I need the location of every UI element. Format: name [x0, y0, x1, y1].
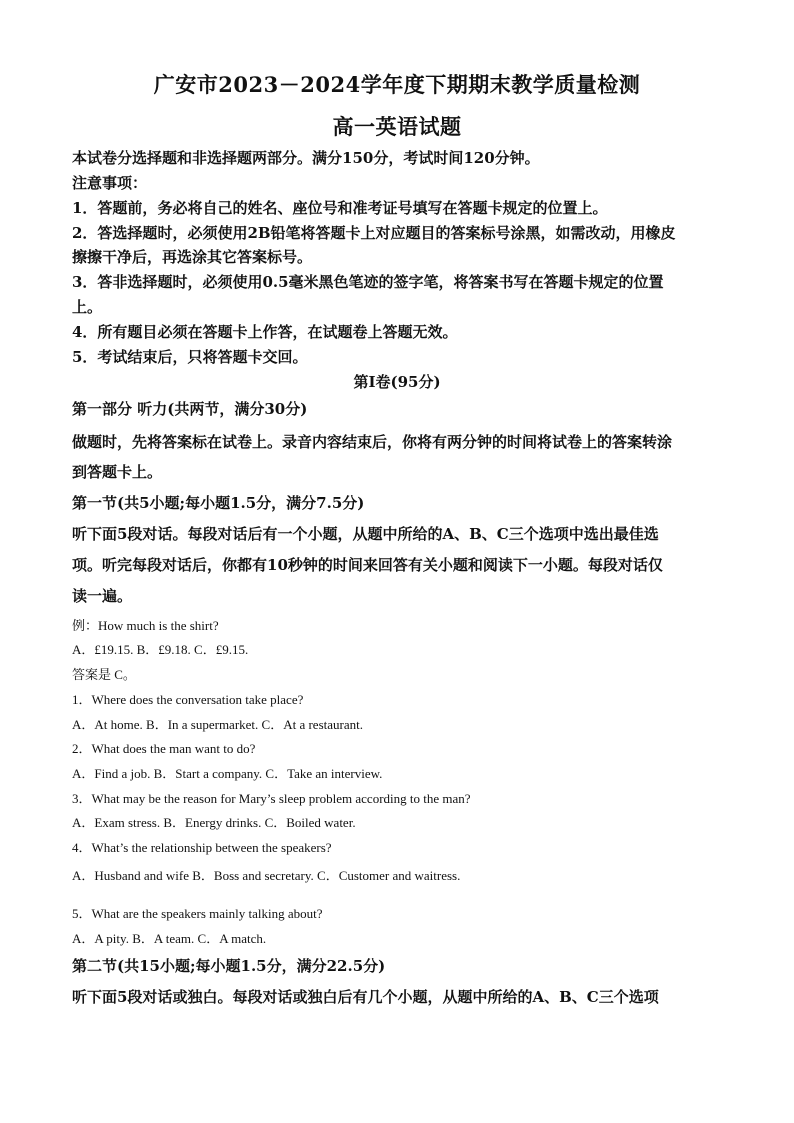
example-answer: 答案是 C。: [72, 667, 136, 682]
notice-heading: 注意事项：: [72, 174, 148, 192]
intro-text: 本试卷分选择题和非选择题两部分。满分150分，考试时间120分钟。: [72, 149, 540, 167]
question-options: A．Husband and wife B．Boss and secretary. C．Customer and waitress.: [72, 868, 461, 883]
example-question: 例：How much is the shirt?: [72, 618, 219, 633]
notice-item: 1．答题前，务必将自己的姓名、座位号和准考证号填写在答题卡规定的位置上。: [72, 199, 608, 217]
notice-item: 2．答选择题时，必须使用2B铅笔将答题卡上对应题目的答案标号涂黑，如需改动，用橡皮: [72, 224, 676, 242]
question-text: 5．What are the speakers mainly talking about?: [72, 906, 323, 921]
question-text: 1．Where does the conversation take place?: [72, 692, 304, 707]
question-text: 4．What’s the relationship between the speakers?: [72, 840, 332, 855]
section1-instruction: 读一遍。: [72, 587, 133, 605]
notice-item: 擦擦干净后，再选涂其它答案标号。: [72, 248, 313, 266]
part1-title: 第一部分 听力(共两节，满分30分): [72, 400, 308, 418]
question-text: 2．What does the man want to do?: [72, 741, 256, 756]
section2-title: 第二节(共15小题;每小题1.5分，满分22.5分): [72, 957, 386, 975]
section2-instruction: 听下面5段对话或独白。每段对话或独白后有几个小题，从题中所给的A、B、C三个选项: [72, 988, 659, 1006]
question-options: A．Find a job. B．Start a company. C．Take an interview.: [72, 766, 383, 781]
question-options: A．A pity. B．A team. C．A match.: [72, 931, 267, 946]
question-options: A．Exam stress. B．Energy drinks. C．Boiled water.: [72, 815, 356, 830]
question-text: 3．What may be the reason for Mary’s sleep problem according to the man?: [72, 791, 471, 806]
volume-title: 第Ⅰ卷(95分): [353, 373, 441, 391]
part1-instruction: 做题时，先将答案标在试卷上。录音内容结束后，你将有两分钟的时间将试卷上的答案转涂: [72, 433, 673, 451]
notice-item: 上。: [72, 298, 103, 316]
section1-instruction: 项。听完每段对话后，你都有10秒钟的时间来回答有关小题和阅读下一小题。每段对话仅: [72, 556, 663, 574]
notice-item: 5．考试结束后，只将答题卡交回。: [72, 348, 308, 366]
part1-instruction: 到答题卡上。: [72, 463, 163, 481]
exam-title: 广安市2023－2024学年度下期期末教学质量检测: [153, 72, 641, 97]
question-options: A．At home. B．In a supermarket. C．At a restaurant.: [72, 717, 363, 732]
notice-item: 3．答非选择题时，必须使用0.5毫米黑色笔迹的签字笔，将答案书写在答题卡规定的位置: [72, 273, 664, 291]
section1-instruction: 听下面5段对话。每段对话后有一个小题，从题中所给的A、B、C三个选项中选出最佳选: [72, 525, 659, 543]
exam-subtitle: 高一英语试题: [332, 114, 462, 139]
notice-item: 4．所有题目必须在答题卡上作答，在试题卷上答题无效。: [72, 323, 458, 341]
example-options: A．£19.15. B．£9.18. C．£9.15.: [72, 642, 249, 657]
section1-title: 第一节(共5小题;每小题1.5分，满分7.5分): [72, 494, 365, 512]
